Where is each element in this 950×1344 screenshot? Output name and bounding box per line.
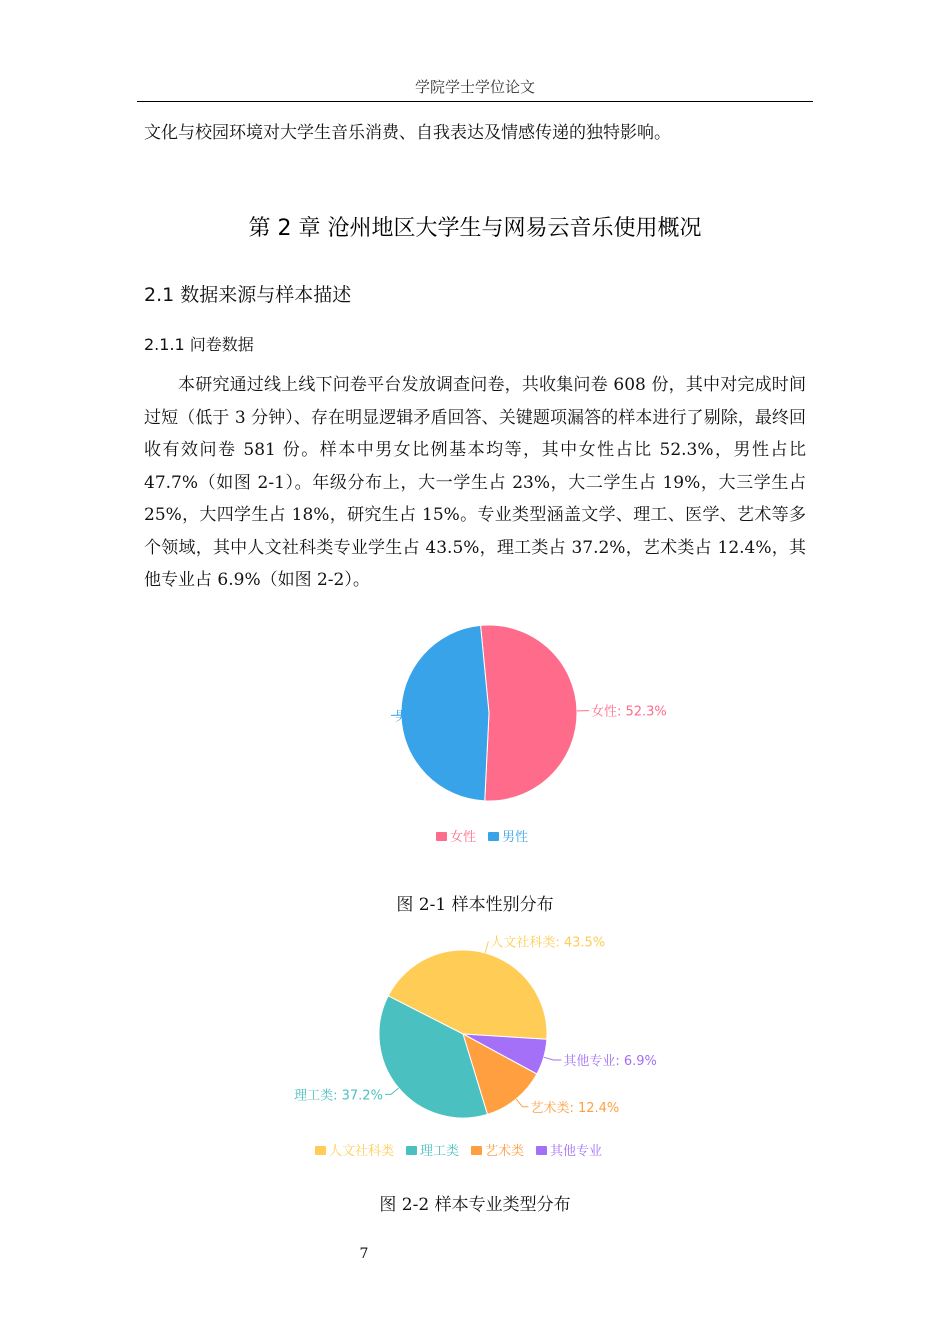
section-title: 2.1 数据来源与样本描述 <box>144 284 352 306</box>
legend-entry: 其他专业 <box>550 1144 603 1159</box>
chapter-title: 第 2 章 沧州地区大学生与网易云音乐使用概况 <box>248 216 702 241</box>
slice-data-label: 其他专业: 6.9% <box>563 1053 657 1069</box>
slice-data-label: 女性: 52.3% <box>590 704 667 720</box>
label-leader-line <box>516 1099 528 1107</box>
slice-data-label: 理工类: 37.2% <box>294 1088 383 1104</box>
legend-swatch <box>471 1146 482 1155</box>
legend-entry: 男性 <box>502 830 529 845</box>
page-header: 学院学士学位论文 <box>414 78 535 96</box>
body-paragraph: 本研究通过线上线下问卷平台发放调查问卷，共收集问卷 608 份，其中对完成时间过短（低于 3 分钟）、存在明显逻辑矛盾回答、关键题项漏答的样本进行了剔除，最终回收有效问卷 581 份。样本中男女比例基本均等，其中女性占比 52.3%，男性占比 47.7%（如图 2-1）。年级分布上，大一学生占 23%，大二学生占 19%，大三学生占 25%，大四学生占 18%，研究生占 15%。专业类型涵盖文学、理工、医学、艺术等多个领域，其中人文社科类专业学生占 43.5%，理工类占 37.2%，艺术类占 12.4%，其他专业占 6.9%（如图 2-2）。 <box>144 375 806 590</box>
subsection-title: 2.1.1 问卷数据 <box>144 335 254 354</box>
intro-tail-paragraph: 文化与校园环境对大学生音乐消费、自我表达及情感传递的独特影响。 <box>144 123 671 143</box>
legend-entry: 人文社科类 <box>329 1144 395 1159</box>
legend-entry: 艺术类 <box>485 1144 525 1159</box>
legend-swatch <box>406 1146 417 1155</box>
page-number: 7 <box>359 1246 369 1262</box>
legend-swatch <box>315 1146 326 1155</box>
figure1-caption: 图 2-1 样本性别分布 <box>396 895 554 915</box>
slice-data-label: 人文社科类: 43.5% <box>490 935 606 951</box>
legend-swatch <box>536 1146 547 1155</box>
label-leader-line <box>544 1057 562 1060</box>
label-leader-line <box>385 1088 399 1094</box>
slice-data-label: 男性: 47.7% <box>395 709 471 725</box>
figure2-caption: 图 2-2 样本专业类型分布 <box>379 1195 571 1215</box>
label-leader-line <box>485 941 488 953</box>
slice-data-label: 艺术类: 12.4% <box>530 1100 620 1116</box>
legend-entry: 女性 <box>450 830 477 845</box>
legend-entry: 理工类 <box>420 1144 460 1159</box>
